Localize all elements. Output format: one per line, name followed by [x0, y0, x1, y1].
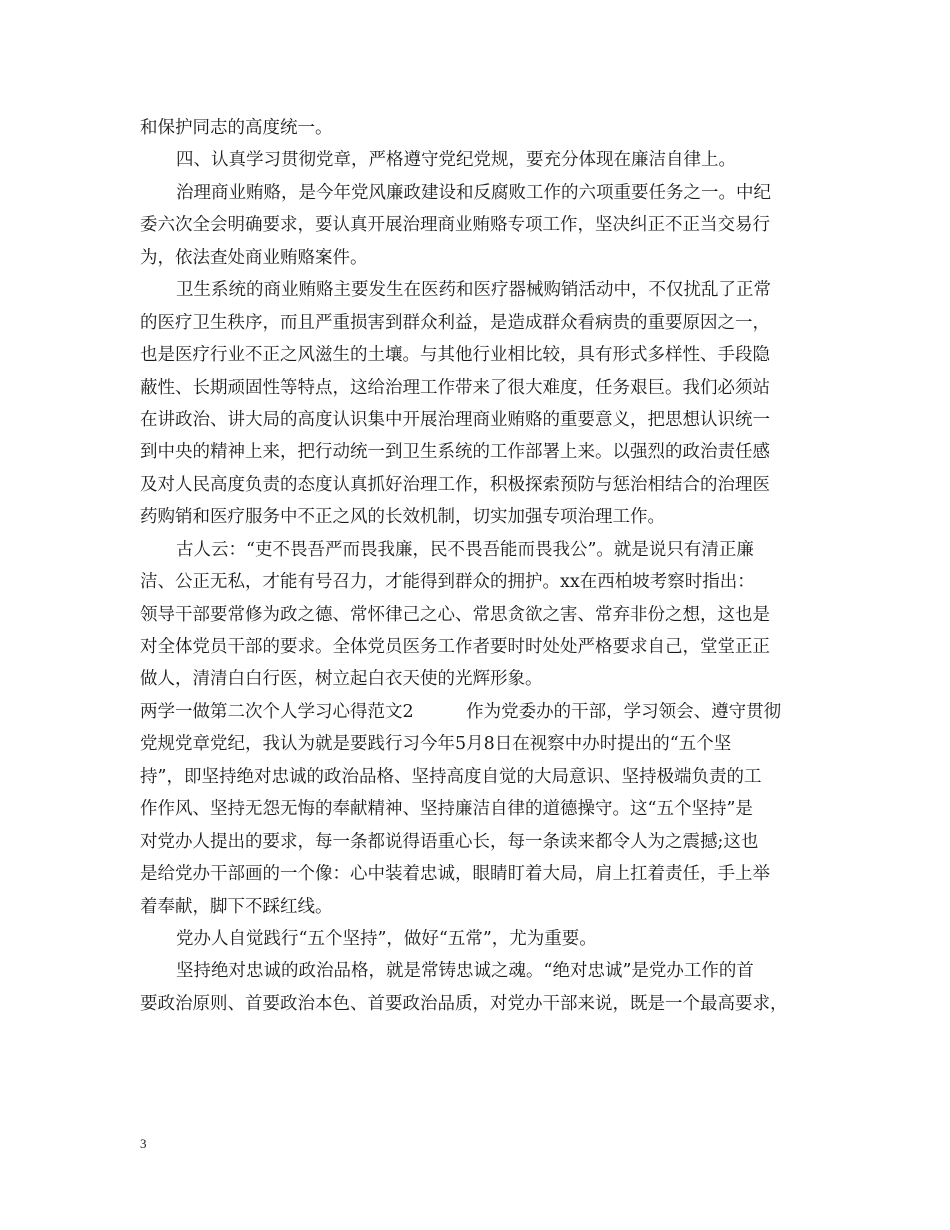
text-line: 和保护同志的高度统一。 [140, 118, 333, 138]
text-line: 做人，清清白白行医，树立起白衣天使的光辉形象。 [140, 669, 543, 690]
body-text [140, 112, 820, 1020]
page-number: 3 [140, 1136, 147, 1151]
text-line: 党办人自觉践行“五个坚持”，做好“五常”，尤为重要。 [176, 928, 597, 949]
text-line: 的医疗卫生秩序，而且严重损害到群众利益，是造成群众看病贵的重要原因之一， [140, 312, 770, 333]
text-line: 四、认真学习贯彻党章，严格遵守党纪党规，要充分体现在廉洁自律上。 [176, 150, 736, 171]
text-line: 古人云：“吏不畏吾严而畏我廉，民不畏吾能而畏我公”。就是说只有清正廉 [176, 539, 754, 560]
text-line: 领导干部要常修为政之德、常怀律己之心、常思贪欲之害、常弃非份之想，这也是 [140, 604, 770, 625]
text-line: 到中央的精神上来，把行动统一到卫生系统的工作部署上来。以强烈的政治责任感 [140, 442, 770, 463]
text-line: 坚持绝对忠诚的政治品格，就是常铸忠诚之魂。“绝对忠诚”是党办工作的首 [176, 961, 754, 982]
text-line: 两学一做第二次个人学习心得范文2 作为党委办的干部，学习领会、遵守贯彻 [140, 701, 782, 722]
text-line: 治理商业贿赂，是今年党风廉政建设和反腐败工作的六项重要任务之一。中纪 [176, 182, 771, 203]
text-line: 药购销和医疗服务中不正之风的长效机制，切实加强专项治理工作。 [140, 507, 665, 528]
text-line: 作作风、坚持无怨无悔的奉献精神、坚持廉洁自律的道德操守。这“五个坚持”是 [140, 799, 753, 820]
text-line: 委六次全会明确要求，要认真开展治理商业贿赂专项工作，坚决纠正不正当交易行 [140, 215, 770, 236]
text-line: 着奉献，脚下不踩红线。 [140, 896, 333, 917]
text-line: 是给党办干部画的一个像：心中装着忠诚，眼睛盯着大局，肩上扛着责任，手上举 [140, 864, 770, 885]
text-line: 要政治原则、首要政治本色、首要政治品质，对党办干部来说，既是一个最高要求， [140, 993, 788, 1014]
text-line: 在讲政治、讲大局的高度认识集中开展治理商业贿赂的重要意义，把思想认识统一 [140, 409, 770, 430]
text-line: 洁、公正无私，才能有号召力，才能得到群众的拥护。xx在西柏坡考察时指出： [140, 572, 755, 593]
text-line: 也是医疗行业不正之风滋生的土壤。与其他行业相比较，具有形式多样性、手段隐 [140, 345, 770, 366]
text-line: 对全体党员干部的要求。全体党员医务工作者要时时处处严格要求自己，堂堂正正 [140, 637, 770, 657]
text-line: 及对人民高度负责的态度认真抓好治理工作，积极探索预防与惩治相结合的治理医 [140, 474, 770, 495]
text-line: 党规党章党纪，我认为就是要践行习今年5月8日在视察中办时提出的“五个坚 [140, 734, 732, 755]
text-line: 为，依法查处商业贿赂案件。 [140, 247, 368, 268]
text-line: 持”，即坚持绝对忠诚的政治品格、坚持高度自觉的大局意识、坚持极端负责的工 [140, 766, 762, 787]
text-line: 对党办人提出的要求，每一条都说得语重心长，每一条读来都令人为之震撼;这也 [140, 831, 759, 852]
text-line: 卫生系统的商业贿赂主要发生在医药和医疗器械购销活动中，不仅扰乱了正常 [176, 280, 771, 301]
text-line: 蔽性、长期顽固性等特点，这给治理工作带来了很大难度，任务艰巨。我们必须站 [140, 377, 770, 398]
